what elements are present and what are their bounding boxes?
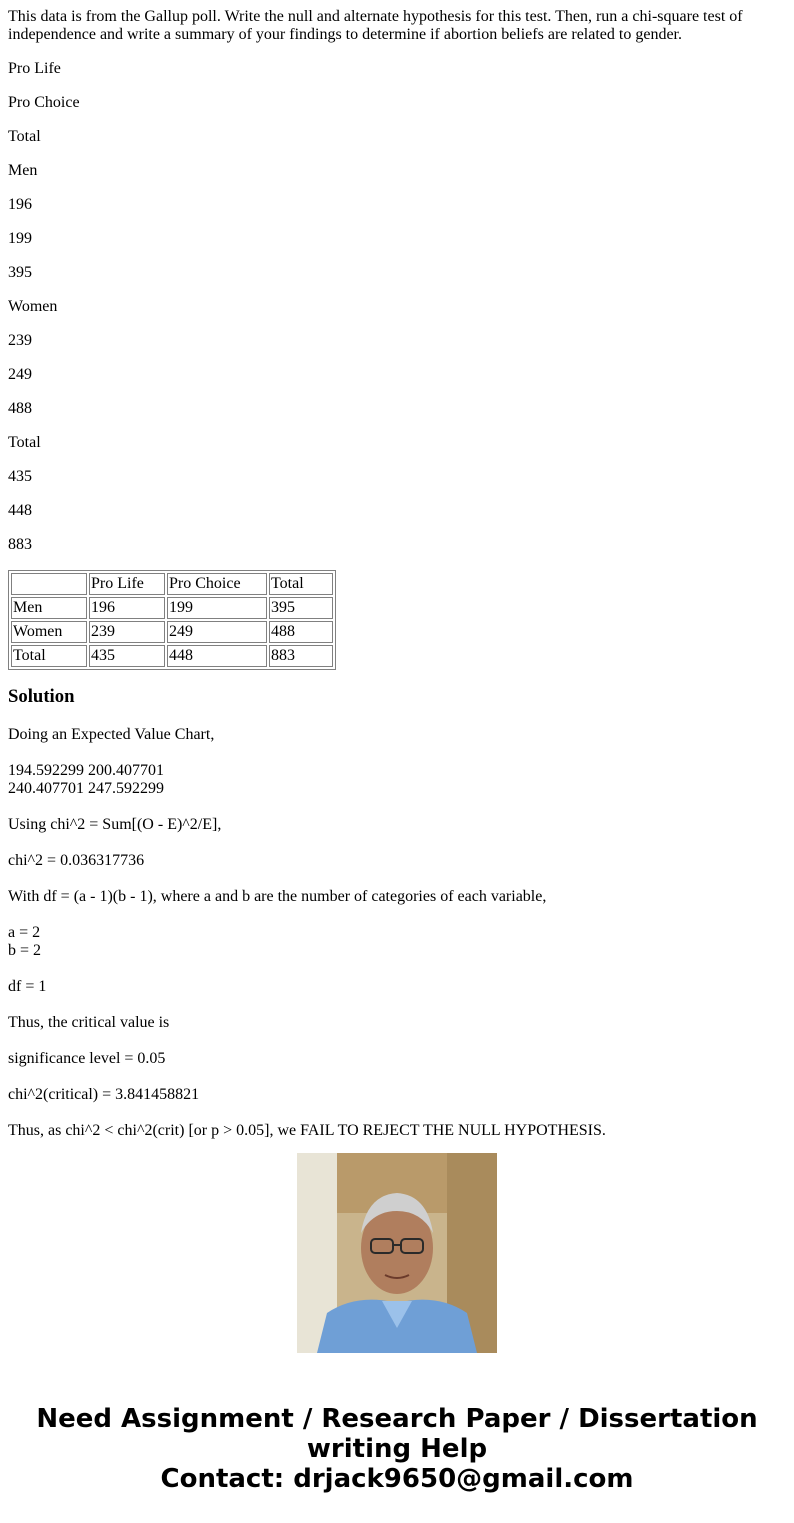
table-cell: Total <box>11 645 87 667</box>
document-body <box>8 8 786 1139</box>
table-cell: Women <box>11 621 87 643</box>
promo-line: writing Help <box>306 1434 488 1464</box>
table-cell: Total <box>269 573 333 595</box>
contingency-table <box>8 570 336 670</box>
promo-line: Need Assignment / Research Paper / Dissertation <box>36 1404 758 1434</box>
solution-body <box>8 726 786 1140</box>
table-cell: 249 <box>167 621 267 643</box>
table-cell: 488 <box>269 621 333 643</box>
raw-line: Total <box>8 434 41 451</box>
table-cell: Pro Life <box>89 573 165 595</box>
raw-data-lines <box>8 60 786 554</box>
table-cell: 239 <box>89 621 165 643</box>
expected-row: 194.592299 200.407701 <box>8 762 164 779</box>
a-line: a = 2 <box>8 924 41 941</box>
table-cell: 395 <box>269 597 333 619</box>
table-row <box>11 597 333 619</box>
table-cell <box>11 573 87 595</box>
df-text: With df = (a - 1)(b - 1), where a and b are the number of categories of each variable, <box>8 888 547 905</box>
raw-line: 249 <box>8 366 32 383</box>
df-value: df = 1 <box>8 978 47 995</box>
raw-line: 435 <box>8 468 32 485</box>
table-header-row <box>11 573 333 595</box>
table-cell: 435 <box>89 645 165 667</box>
solution-intro: Doing an Expected Value Chart, <box>8 726 215 743</box>
critical-value: chi^2(critical) = 3.841458821 <box>8 1086 200 1103</box>
raw-line: 196 <box>8 196 32 213</box>
significance-level: significance level = 0.05 <box>8 1050 166 1067</box>
promo-banner <box>0 1404 794 1494</box>
solution-heading: Solution <box>8 686 75 707</box>
chi2-value: chi^2 = 0.036317736 <box>8 852 145 869</box>
category-counts <box>8 924 786 960</box>
raw-line: 883 <box>8 536 32 553</box>
expected-values <box>8 762 786 798</box>
table-cell: 448 <box>167 645 267 667</box>
table-row <box>11 621 333 643</box>
table-cell: Men <box>11 597 87 619</box>
promo-contact: Contact: drjack9650@gmail.com <box>160 1464 634 1494</box>
raw-line: Pro Choice <box>8 94 80 111</box>
conclusion-text: Thus, as chi^2 < chi^2(crit) [or p > 0.05], we FAIL TO REJECT THE NULL HYPOTHESIS. <box>8 1122 606 1139</box>
raw-line: 199 <box>8 230 32 247</box>
avatar-portrait <box>297 1153 497 1353</box>
table-cell: 196 <box>89 597 165 619</box>
raw-line: 395 <box>8 264 32 281</box>
author-avatar <box>297 1153 497 1353</box>
raw-line: 239 <box>8 332 32 349</box>
critical-intro: Thus, the critical value is <box>8 1014 170 1031</box>
raw-line: Total <box>8 128 41 145</box>
expected-row: 240.407701 247.592299 <box>8 780 164 797</box>
table-cell: 199 <box>167 597 267 619</box>
raw-line: Men <box>8 162 38 179</box>
raw-line: 488 <box>8 400 32 417</box>
raw-line: 448 <box>8 502 32 519</box>
table-row <box>11 645 333 667</box>
table-cell: 883 <box>269 645 333 667</box>
question-text: This data is from the Gallup poll. Write the null and alternate hypothesis for this test. Then, run a chi-square test of independence and write a summary of your findings to determine if abortion beliefs are related to gender. <box>8 8 743 43</box>
raw-line: Pro Life <box>8 60 61 77</box>
b-line: b = 2 <box>8 942 42 959</box>
raw-line: Women <box>8 298 58 315</box>
table-cell: Pro Choice <box>167 573 267 595</box>
formula-text: Using chi^2 = Sum[(O - E)^2/E], <box>8 816 222 833</box>
